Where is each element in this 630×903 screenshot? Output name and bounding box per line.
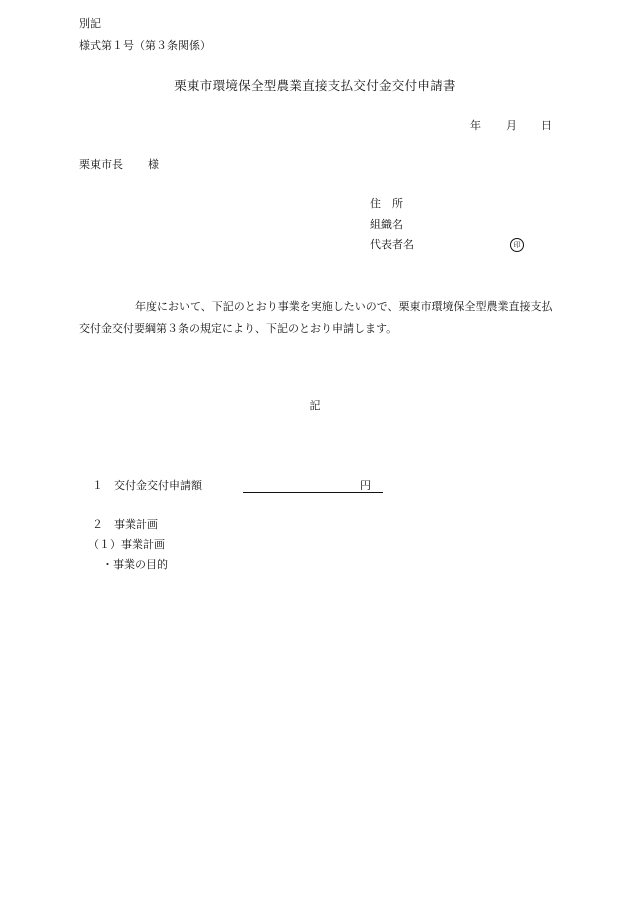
address-label: 住 所 [370, 197, 403, 210]
application-statement: 年度において、下記のとおり事業を実施したいので、栗東市環境保全型農業直接支払交付金交付要綱第３条の規定により、下記のとおり申請します。 [79, 300, 553, 335]
item2-bullet: ・事業の目的 [102, 558, 168, 571]
organization-label: 組織名 [370, 218, 403, 231]
item1-number: １ [92, 479, 103, 492]
ki-label: 記 [309, 399, 321, 412]
representative-label: 代表者名 [370, 238, 414, 251]
addressee-honorific: 様 [148, 158, 159, 171]
document-title: 栗東市環境保全型農業直接支払交付金交付申請書 [174, 78, 456, 93]
form-number: 様式第１号（第３条関係） [79, 39, 211, 52]
seal-mark: 印 [510, 238, 524, 252]
item2-label: 事業計画 [114, 518, 158, 531]
item2-sub-label: （１）事業計画 [88, 538, 165, 551]
item1-label: 交付金交付申請額 [114, 479, 202, 492]
date-field [455, 118, 555, 134]
date-day-label: 日 [541, 119, 552, 132]
date-month-label: 月 [506, 119, 517, 132]
addressee-name: 栗東市長 [79, 158, 123, 171]
attachment-label: 別記 [79, 17, 101, 30]
item1-unit: 円 [360, 479, 371, 492]
date-year-label: 年 [470, 119, 481, 132]
item2-number: ２ [92, 518, 103, 531]
